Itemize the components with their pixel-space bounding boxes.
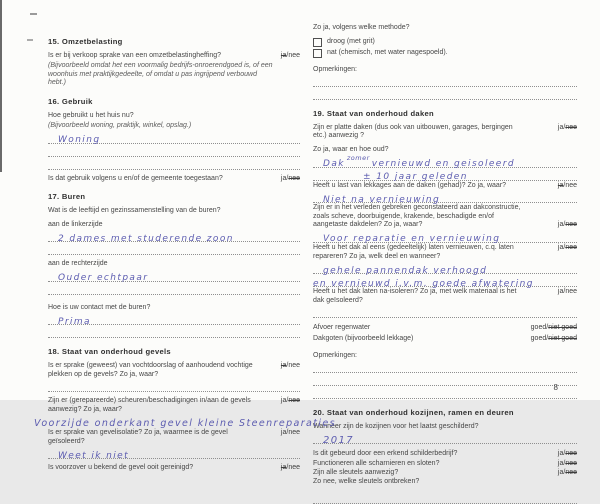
- ja-option: ja: [557, 181, 564, 189]
- ja-option: ja: [557, 288, 564, 296]
- label-dakgoten: Dakgoten (bijvoorbeeld lekkage): [313, 334, 414, 342]
- nee-option: nee: [288, 361, 300, 369]
- question-waar-hoe-oud: Zo ja, waar en hoe oud?: [313, 145, 389, 153]
- section-15-heading: 15. Omzetbelasting: [48, 37, 123, 46]
- question-contact-buren: Hoe is uw contact met de buren?: [48, 303, 151, 311]
- ja-option: ja: [280, 429, 287, 437]
- answer-line-vernieuwd[interactable]: [313, 277, 577, 287]
- label-afvoer-regenwater: Afvoer regenwater: [313, 324, 371, 332]
- question-na-isoleren: Heeft u het dak laten na-isoleren? Zo ja, met welk materiaal is het dak geïsoleerd?: [313, 288, 517, 304]
- question-omzetbelasting: Is er bij verkoop sprake van een omzetbelastingheffing?: [48, 51, 222, 59]
- ja-nee-field-gebreken[interactable]: [552, 221, 577, 230]
- handwritten-cracks-answer: Voorzijde onderkant gevel kleine Steenreparaties: [34, 417, 336, 429]
- answer-line[interactable]: [48, 160, 300, 170]
- handwritten-use-answer: Woning: [58, 135, 101, 146]
- niet-goed-option: niet goed: [548, 324, 577, 332]
- section-17-heading: 17. Buren: [48, 192, 86, 202]
- nee-option: nee: [565, 450, 577, 458]
- page-number: 8: [553, 383, 558, 392]
- question-gereinigd: Is voorzover u bekend de gevel ooit gereinigd?: [48, 464, 194, 472]
- goed-field-regenwater[interactable]: [525, 324, 577, 333]
- slash: /: [286, 429, 289, 437]
- nee-option: nee: [288, 429, 300, 437]
- ja-nee-field-gereinigd[interactable]: [275, 464, 300, 473]
- nee-option: nee: [565, 459, 577, 467]
- nee-option: nee: [565, 181, 577, 189]
- handwritten-insulation-answer: Weet ik niet: [58, 450, 130, 461]
- handwritten-right-neighbor: Ouder echtpaar: [58, 273, 149, 284]
- goed-option: goed: [530, 324, 547, 332]
- ja-option: ja: [557, 459, 564, 467]
- remarks-label: Opmerkingen:: [313, 351, 357, 359]
- slash: /: [546, 334, 549, 342]
- slash: /: [563, 469, 566, 477]
- question-vochtdoorslag: Is er sprake (geweest) van vochtdoorslag of aanhoudend vochtige plekken op de gevels? Zo ja, waar?: [48, 361, 253, 378]
- checkbox-droog-label: droog (met grit): [327, 37, 375, 45]
- nee-option: nee: [565, 288, 577, 296]
- slash: /: [563, 221, 566, 229]
- section-18-heading: 18. Staat van onderhoud gevels: [48, 347, 171, 357]
- label-rechterzijde: aan de rechterzijde: [48, 260, 108, 268]
- answer-line-rechterzijde[interactable]: [48, 272, 300, 282]
- section-16-heading: 16. Gebruik: [48, 96, 93, 106]
- handwritten-insert: zomer: [346, 153, 370, 162]
- label-linkerzijde: aan de linkerzijde: [48, 220, 103, 228]
- scan-edge-artifact: [0, 0, 2, 172]
- question-gevelisolatie: Is er sprake van gevelisolatie? Zo ja, waarmee is de gevel geïsoleerd?: [48, 429, 228, 445]
- answer-line-scheuren[interactable]: [34, 417, 336, 429]
- nee-option: nee: [288, 51, 300, 59]
- question-geschilderd: Wanneer zijn de kozijnen voor het laatst geschilderd?: [313, 422, 479, 430]
- ja-option: ja: [557, 221, 564, 229]
- handwritten-defects-answer: Voor reparatie en vernieuwing: [323, 234, 501, 245]
- slash: /: [563, 288, 566, 296]
- answer-line[interactable]: [48, 382, 300, 392]
- slash: /: [563, 450, 566, 458]
- ja-option: ja: [557, 123, 564, 131]
- section-20-heading: 20. Staat van onderhoud kozijnen, ramen en deuren: [313, 408, 514, 418]
- question-sleutels-ontbreken: Zo nee, welke sleutels ontbreken?: [313, 478, 420, 486]
- answer-line-vernieuwd[interactable]: [313, 264, 577, 274]
- question-gebruik: Hoe gebruikt u het huis nu?: [48, 111, 134, 119]
- ja-nee-field-dak-vernieuwd[interactable]: [552, 244, 577, 253]
- ja-nee-field-scheuren[interactable]: [275, 397, 300, 406]
- note-omzetbelasting: (Bijvoorbeeld omdat het een voormalig bedrijfs-onroerendgoed is, of een woonhuis met praktijkgedeelte, of omdat u pas ingrijpend verbouwd hebt.): [48, 62, 273, 87]
- ja-option: ja: [280, 397, 287, 405]
- note-gebruik: (Bijvoorbeeld woning, praktijk, winkel, opslag.): [48, 122, 192, 130]
- ja-option: ja: [280, 51, 287, 59]
- handwritten-roof-answer-line1: Dak$^{zomer}$vernieuwd en geisoleerd: [323, 153, 515, 169]
- answer-line-gevelisolatie[interactable]: [48, 449, 300, 459]
- ja-nee-field-toegestaan[interactable]: [275, 175, 300, 184]
- nee-option: nee: [565, 469, 577, 477]
- ja-option: ja: [557, 243, 564, 251]
- question-scheuren: Zijn er (gerepareerde) scheuren/beschadigingen in/aan de gevels aanwezig? Zo ja, waar?: [48, 397, 251, 413]
- handwritten-leak-answer: Niet na vernieuwing: [323, 194, 441, 205]
- answer-line-gebreken[interactable]: [313, 233, 577, 243]
- slash: /: [286, 51, 289, 59]
- nee-option: nee: [565, 221, 577, 229]
- handwritten-painted-answer: 2017: [323, 434, 355, 446]
- question-methode: Zo ja, volgens welke methode?: [313, 24, 410, 31]
- ja-nee-field-scharnieren[interactable]: [552, 460, 577, 469]
- answer-line[interactable]: [48, 245, 300, 255]
- slash: /: [563, 123, 566, 131]
- ja-nee-field-gevelisolatie[interactable]: [275, 429, 300, 438]
- handwritten-renewed-line2: en vernieuwd i.v.m. goede afwatering: [313, 278, 534, 289]
- slash: /: [286, 361, 289, 369]
- remarks-line[interactable]: [313, 376, 577, 386]
- question-sleutels: Zijn alle sleutels aanwezig?: [313, 469, 399, 477]
- checkbox-nat-label: nat (chemisch, met water nagespoeld).: [327, 48, 448, 56]
- nee-option: nee: [288, 464, 300, 472]
- ja-option: ja: [280, 174, 287, 182]
- scan-mark: [30, 13, 37, 15]
- question-gebreken: Zijn er in het verleden gebreken geconstateerd aan dakconstructie, zoals scheve, doorbuigende, krakende, beschadigde en/of aangetaste dakdelen? Zo ja, waar?: [313, 204, 521, 229]
- ja-option: ja: [557, 450, 564, 458]
- answer-line-contact[interactable]: [48, 315, 300, 325]
- nee-option: nee: [565, 243, 577, 251]
- slash: /: [286, 464, 289, 472]
- slash: /: [563, 181, 566, 189]
- question-dak-vernieuwd: Heeft u het dak al eens (gedeeltelijk) laten vernieuwen, c.q. laten repareren? Zo ja, welk deel en wanneer?: [313, 243, 514, 260]
- answer-line-daken[interactable]: [313, 171, 577, 181]
- nee-option: nee: [288, 174, 300, 182]
- question-toegestaan: Is dat gebruik volgens u en/of de gemeente toegestaan?: [48, 174, 223, 182]
- goed-option: goed: [530, 334, 547, 342]
- answer-line-lekkages[interactable]: [313, 193, 577, 203]
- ja-nee-field-sleutels[interactable]: [552, 469, 577, 478]
- ja-nee-field-lekkages[interactable]: [552, 182, 577, 191]
- slash: /: [546, 324, 549, 332]
- question-buren: Wat is de leeftijd en gezinssamenstelling van de buren?: [48, 206, 221, 214]
- handwritten-roof-answer-line2: ± 10 jaar geleden: [363, 171, 468, 182]
- slash: /: [286, 174, 289, 182]
- slash: /: [286, 397, 289, 405]
- remarks-line[interactable]: [313, 90, 577, 100]
- answer-line-daken[interactable]: [313, 153, 577, 169]
- question-lekkages: Heeft u last van lekkages aan de daken (gehad)? Zo ja, waar?: [313, 181, 507, 189]
- question-schilderbedrijf: Is dit gebeurd door een erkend schilderbedrijf?: [313, 450, 458, 458]
- remarks-line[interactable]: [313, 389, 577, 399]
- answer-line-geschilderd[interactable]: [313, 434, 577, 444]
- ja-option: ja: [280, 361, 287, 369]
- remarks-line[interactable]: [313, 363, 577, 373]
- goed-field-dakgoten[interactable]: [525, 335, 577, 344]
- answer-line-gebruik[interactable]: [48, 134, 300, 144]
- answer-line[interactable]: [48, 147, 300, 157]
- ja-nee-field-schilderbedrijf[interactable]: [552, 450, 577, 459]
- slash: /: [563, 459, 566, 467]
- section-19-heading: 19. Staat van onderhoud daken: [313, 109, 434, 119]
- ja-nee-field-omzetbelasting[interactable]: [275, 52, 300, 61]
- handwritten-left-neighbor: 2 dames met studerende zoon: [58, 233, 234, 244]
- niet-goed-option: niet goed: [548, 334, 577, 342]
- checkbox-nat[interactable]: [313, 49, 322, 58]
- remarks-label: Opmerkingen:: [313, 65, 357, 73]
- nee-option: nee: [288, 397, 300, 405]
- ja-nee-field-platte-daken[interactable]: [552, 124, 577, 133]
- handwritten-renewed-line1: gehele pannendak verhoogd: [323, 265, 488, 276]
- question-scharnieren: Functioneren alle scharnieren en sloten?: [313, 459, 440, 467]
- ja-nee-field-vochtdoorslag[interactable]: [275, 362, 300, 371]
- handwritten-contact-answer: Prima: [58, 316, 91, 327]
- ja-option: ja: [280, 464, 287, 472]
- slash: /: [563, 243, 566, 251]
- checkbox-droog[interactable]: [313, 38, 322, 47]
- scan-mark: [27, 39, 33, 41]
- answer-line[interactable]: [48, 285, 300, 295]
- right-column: [313, 24, 577, 504]
- answer-line[interactable]: [48, 328, 300, 338]
- remarks-line[interactable]: [313, 77, 577, 87]
- answer-line[interactable]: [313, 494, 577, 504]
- answer-line[interactable]: [313, 308, 577, 318]
- nee-option: nee: [565, 123, 577, 131]
- ja-nee-field-na-isoleren[interactable]: [552, 288, 577, 297]
- question-platte-daken: Zijn er platte daken (dus ook van uitbouwen, garages, bergingen etc.) aanwezig ?: [313, 123, 513, 140]
- answer-line-linkerzijde[interactable]: [48, 232, 300, 242]
- ja-option: ja: [557, 469, 564, 477]
